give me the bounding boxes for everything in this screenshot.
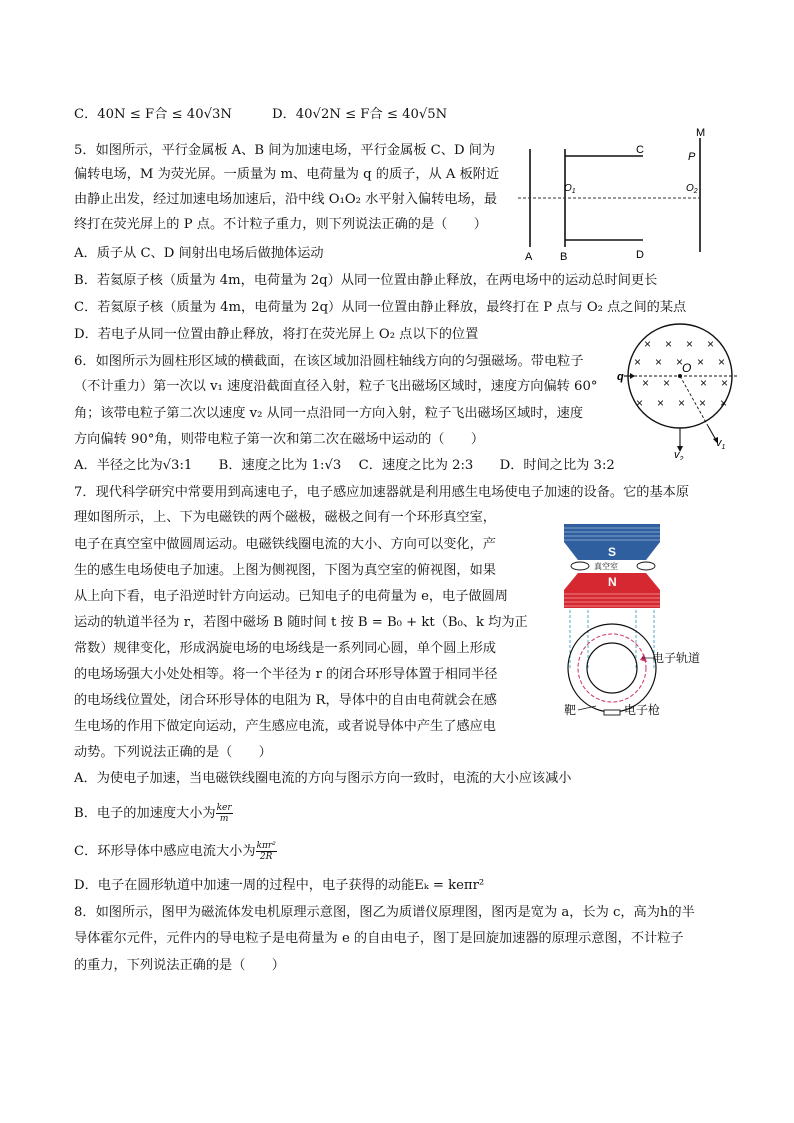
ring-inner xyxy=(587,643,637,693)
q6-stem-line-2: （不计重力）第一次以 v₁ 速度沿截面直径入射，粒子飞出磁场区域时，速度方向偏转 60° xyxy=(74,379,598,394)
q7-option-c-numerator: kπr² xyxy=(256,841,276,851)
q7-option-c-text: C．环形导体中感应电流大小为 xyxy=(74,844,256,859)
cross-mark: × xyxy=(642,376,650,390)
q8-stem-line-2: 导体霍尔元件，元件内的导电粒子是电荷量为 e 的自由电子，图丁是回旋加速器的原理示意图，不计粒子 xyxy=(74,931,684,946)
label-v2: $v_2$ xyxy=(674,449,684,460)
q5-accelerator-diagram xyxy=(518,124,718,264)
q7-option-d: D．电子在圆形轨道中加速一周的过程中，电子获得的动能Eₖ = keπr² xyxy=(74,878,485,893)
label-orbit: 电子轨道 xyxy=(652,651,701,665)
q4-option-c: C．40N ≤ F合 ≤ 40√3N xyxy=(74,107,232,122)
label-o: O xyxy=(682,361,692,375)
q7-betatron-diagram xyxy=(548,518,718,724)
label-n: N xyxy=(608,575,617,589)
q8-stem-line-3: 的重力，下列说法正确的是（ ） xyxy=(74,958,285,973)
label-o1: $O_1$ xyxy=(564,183,576,195)
cross-mark: × xyxy=(697,355,705,369)
q7-option-b-denominator: m xyxy=(219,814,229,824)
q6-stem-line-4: 方向偏转 90°角，则带电粒子第一次和第二次在磁场中运动的（ ） xyxy=(74,432,485,447)
q7-stem-line-6: 运动的轨道半径为 r，若图中磁场 B 随时间 t 按 B = B₀ + kt（B₀、k 均为正 xyxy=(74,615,528,630)
cross-mark: × xyxy=(720,396,728,410)
q5-stem-line-4: 终打在荧光屏上的 P 点。不计粒子重力，则下列说法正确的是（ ） xyxy=(74,217,487,232)
cross-mark: × xyxy=(718,355,726,369)
label-b: B xyxy=(560,251,568,263)
cross-mark: × xyxy=(676,355,684,369)
label-o2: $O_2$ xyxy=(686,183,698,195)
q7-option-a: A．为使电子加速，当电磁铁线圈电流的方向与图示方向一致时，电流的大小应该减小 xyxy=(74,771,572,786)
q8-stem-line-1: 8．如图所示，图甲为磁流体发电机原理示意图，图乙为质谱仪原理图，图丙是宽为 a，长为 c，高为h的半 xyxy=(74,905,695,920)
coil-bottom xyxy=(564,590,660,608)
q7-stem-line-3: 电子在真空室中做圆周运动。电磁铁线圈电流的大小、方向可以变化，产 xyxy=(74,537,496,552)
cross-mark: × xyxy=(665,337,673,351)
q7-option-b xyxy=(74,803,233,824)
cross-mark: × xyxy=(636,396,644,410)
q6-stem-line-3: 角；该带电粒子第二次以速度 v₂ 从同一点沿同一方向入射，粒子飞出磁场区域时，速度 xyxy=(74,406,584,421)
label-target: 靶 xyxy=(564,703,577,717)
q6-magnetic-field-diagram xyxy=(616,322,746,460)
cross-mark: × xyxy=(644,337,652,351)
field-crosses xyxy=(634,337,728,410)
label-c: C xyxy=(636,144,644,156)
label-s: S xyxy=(608,545,617,559)
cross-mark: × xyxy=(678,396,686,410)
q7-stem-line-4: 生的感生电场使电子加速。上图为侧视图，下图为真空室的俯视图，如果 xyxy=(74,563,496,578)
cross-mark: × xyxy=(657,396,665,410)
label-chamber: 真空室 xyxy=(594,562,618,571)
q7-stem-line-8: 的电场场强大小处处相等。将一个半径为 r 的闭合环形导体置于相同半径 xyxy=(74,667,498,682)
q5-stem-line-2: 偏转电场，M 为荧光屏。一质量为 m、电荷量为 q 的质子，从 A 板附近 xyxy=(74,167,500,182)
q7-stem-line-9: 的电场线位置处，闭合环形导体的电阻为 R，导体中的自由电荷就会在感 xyxy=(74,693,497,708)
q6-options: A．半径之比为√3:1 B．速度之比为 1:√3 C．速度之比为 2:3 D．时间之比为 3:2 xyxy=(74,458,615,473)
q5-option-d: D．若电子从同一位置由静止释放，将打在荧光屏上 O₂ 点以下的位置 xyxy=(74,327,479,342)
cross-mark: × xyxy=(721,376,729,390)
q5-stem-line-1: 5．如图所示，平行金属板 A、B 间为加速电场，平行金属板 C、D 间为 xyxy=(74,143,496,158)
cross-mark: × xyxy=(634,355,642,369)
label-m: M xyxy=(696,127,706,139)
q6-stem-line-1: 6．如图所示为圆柱形区域的横截面，在该区域加沿圆柱轴线方向的匀强磁场。带电粒子 xyxy=(74,354,584,369)
cross-mark: × xyxy=(707,337,715,351)
q5-option-c: C．若氦原子核（质量为 4m，电荷量为 2q）从同一位置由静止释放，最终打在 P 点与 O₂ 点之间的某点 xyxy=(74,300,687,315)
q7-option-c xyxy=(74,841,277,862)
cross-mark: × xyxy=(700,376,708,390)
cross-mark: × xyxy=(686,337,694,351)
q7-stem-line-10: 生电场的作用下做定向运动，产生感应电流，或者说导体中产生了感应电 xyxy=(74,719,496,734)
q5-stem-line-3: 由静止出发，经过加速电场加速后，沿中线 O₁O₂ 水平射入偏转电场，最 xyxy=(74,192,498,207)
q5-option-a: A．质子从 C、D 间射出电场后做抛体运动 xyxy=(74,246,324,261)
q7-stem-line-7: 常数）规律变化，形成涡旋电场的电场线是一系列同心圆，单个圆上形成 xyxy=(74,641,496,656)
q7-option-b-text: B．电子的加速度大小为 xyxy=(74,806,216,821)
q5-option-b: B．若氦原子核（质量为 4m，电荷量为 2q）从同一位置由静止释放，在两电场中的运动总时间更长 xyxy=(74,273,658,288)
label-q: q xyxy=(617,371,624,383)
label-v1: $v_1$ xyxy=(716,437,726,451)
label-p: P xyxy=(688,151,696,163)
cross-mark: × xyxy=(699,396,707,410)
label-a: A xyxy=(525,251,533,263)
cross-mark: × xyxy=(663,376,671,390)
q7-stem-line-2: 理如图所示，上、下为电磁铁的两个磁极，磁极之间有一个环形真空室， xyxy=(74,510,496,525)
label-gun: 电子枪 xyxy=(624,703,661,717)
coil-top xyxy=(564,524,660,542)
ring-outer xyxy=(568,624,656,712)
q7-stem-line-1: 7．现代科学研究中常要用到高速电子，电子感应加速器就是利用感生电场使电子加速的设备。它的基本原 xyxy=(74,485,690,500)
q7-option-c-denominator: 2R xyxy=(259,852,273,862)
cross-mark: × xyxy=(655,355,663,369)
electron-gun xyxy=(604,710,620,715)
q4-option-d: D．40√2N ≤ F合 ≤ 40√5N xyxy=(272,107,448,122)
label-d: D xyxy=(636,249,644,261)
q7-option-b-numerator: ker xyxy=(216,803,232,813)
q7-stem-line-11: 动势。下列说法正确的是（ ） xyxy=(74,745,272,760)
q7-stem-line-5: 从上向下看，电子沿逆时针方向运动。已知电子的电荷量为 e，电子做圆周 xyxy=(74,589,508,604)
